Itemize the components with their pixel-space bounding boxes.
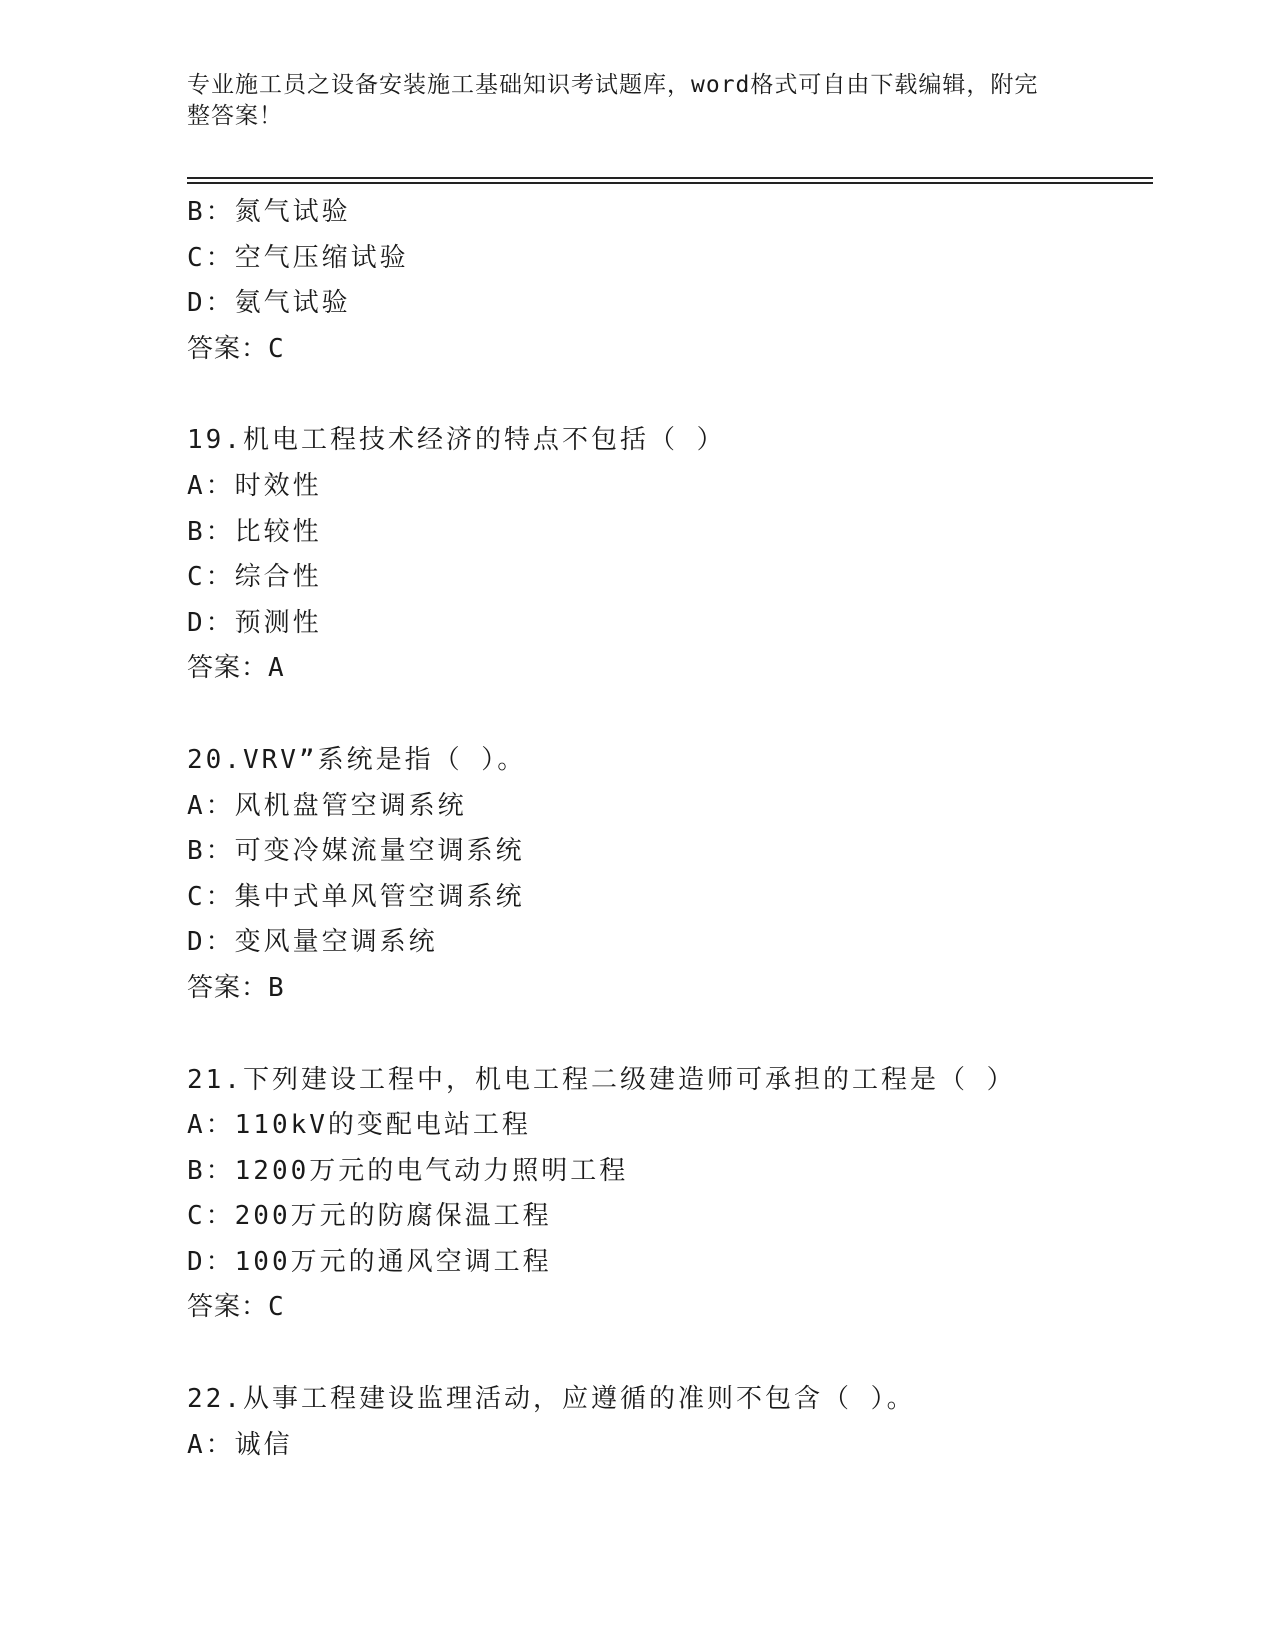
document-header	[187, 70, 1067, 132]
option-c: C：200万元的防腐保温工程	[187, 1201, 552, 1232]
option-d: D：变风量空调系统	[187, 927, 438, 958]
answer: 答案：A	[187, 653, 285, 684]
question-stem: 19.机电工程技术经济的特点不包括（ ）	[187, 425, 726, 456]
question-18-tail	[187, 190, 1147, 372]
option-d: D：预测性	[187, 607, 322, 638]
option-a: A：110kV的变配电站工程	[187, 1110, 531, 1141]
question-19	[187, 418, 1147, 692]
answer: 答案：B	[187, 972, 285, 1003]
option-b: B：1200万元的电气动力照明工程	[187, 1155, 629, 1186]
option-b: B：比较性	[187, 516, 322, 547]
header-rule-top	[187, 177, 1153, 179]
header-line-1: 专业施工员之设备安装施工基础知识考试题库，word格式可自由下载编辑，附完	[187, 72, 1039, 98]
question-20	[187, 738, 1147, 1012]
option-d: D：氨气试验	[187, 288, 351, 319]
question-stem: 21.下列建设工程中，机电工程二级建造师可承担的工程是（ ）	[187, 1064, 1016, 1095]
option-a: A：诚信	[187, 1429, 293, 1460]
option-c: C：集中式单风管空调系统	[187, 881, 525, 912]
question-21	[187, 1058, 1147, 1332]
answer: 答案：C	[187, 1292, 285, 1323]
option-b: B：氮气试验	[187, 197, 351, 227]
question-22	[187, 1377, 1147, 1468]
option-b: B：可变冷媒流量空调系统	[187, 836, 525, 867]
header-line-2: 整答案！	[187, 103, 283, 129]
question-stem: 22.从事工程建设监理活动，应遵循的准则不包含（ ）。	[187, 1384, 916, 1415]
answer: 答案：C	[187, 333, 285, 364]
question-list	[187, 190, 1147, 1468]
header-rule-bottom	[187, 182, 1153, 184]
option-c: C：综合性	[187, 562, 322, 593]
question-stem: 20.VRV”系统是指（ ）。	[187, 744, 527, 775]
option-d: D：100万元的通风空调工程	[187, 1246, 552, 1277]
option-a: A：时效性	[187, 470, 322, 501]
option-a: A：风机盘管空调系统	[187, 790, 467, 821]
option-c: C：空气压缩试验	[187, 242, 409, 273]
